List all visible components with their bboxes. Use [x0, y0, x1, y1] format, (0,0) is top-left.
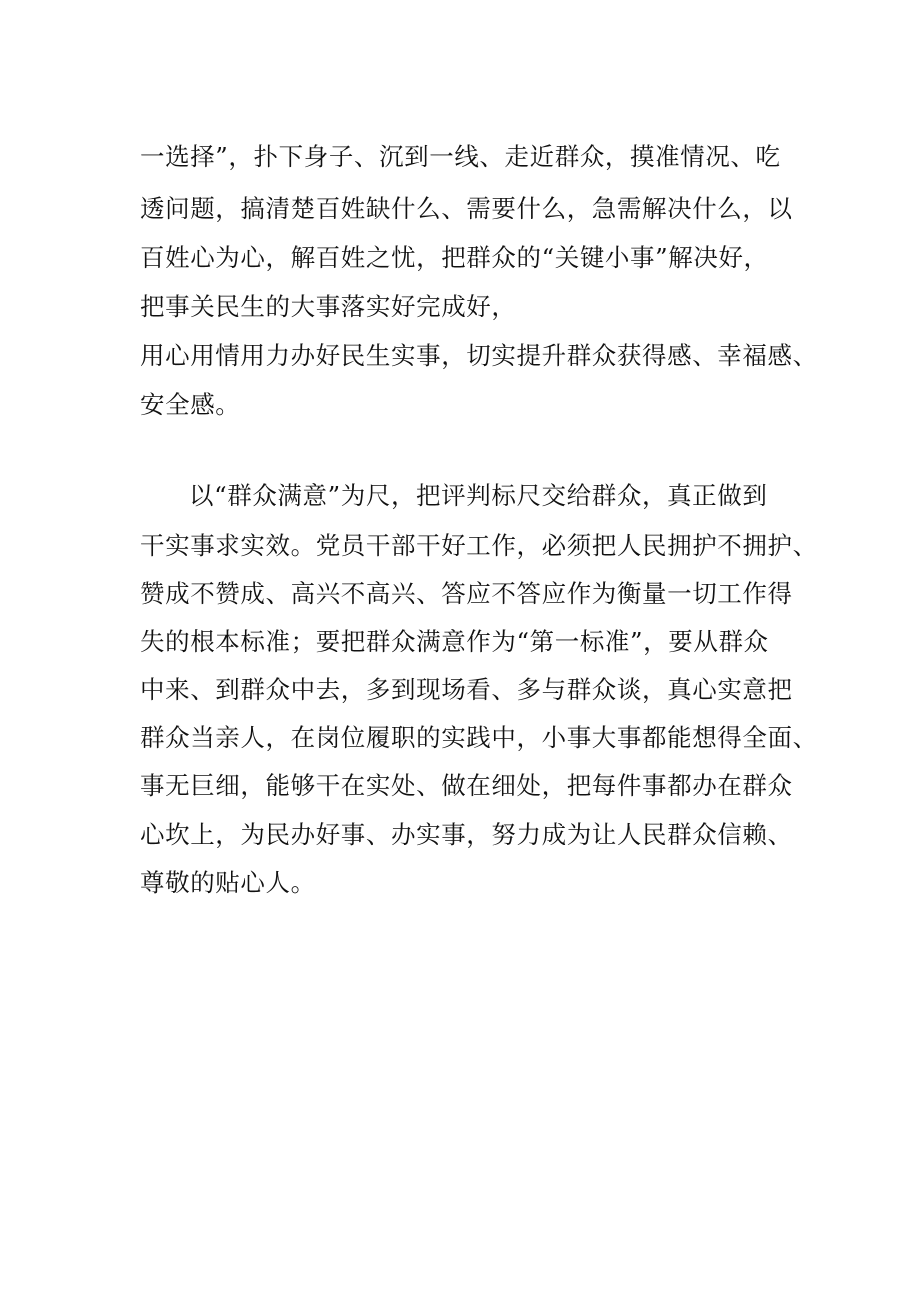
paragraph-line: 用心用情用力办好民生实事，切实提升群众获得感、幸福感、 [140, 341, 818, 370]
paragraph-line: 心坎上，为民办好事、办实事，努力成为让人民群众信赖、 [140, 820, 793, 849]
paragraph-line: 尊敬的贴心人。 [140, 868, 316, 897]
paragraph-line: 以“群众满意”为尺，把评判标尺交给群众，真正做到 [189, 481, 768, 510]
paragraph-line: 安全感。 [140, 390, 241, 419]
paragraph-line: 群众当亲人，在岗位履职的实践中，小事大事都能想得全面、 [140, 723, 818, 752]
paragraph-line: 中来、到群众中去，多到现场看、多与群众谈，真心实意把 [140, 675, 793, 704]
paragraph-line: 透问题，搞清楚百姓缺什么、需要什么，急需解决什么，以 [140, 194, 793, 223]
paragraph-line: 赞成不赞成、高兴不高兴、答应不答应作为衡量一切工作得 [140, 579, 793, 608]
paragraph-line: 把事关民生的大事落实好完成好， [140, 292, 517, 321]
paragraph-line: 失的根本标准；要把群众满意作为“第一标准”，要从群众 [140, 627, 769, 656]
paragraph-line: 一选择”，扑下身子、沉到一线、走近群众，摸准情况、吃 [140, 142, 781, 171]
paragraph-line: 百姓心为心，解百姓之忧，把群众的“关键小事”解决好， [140, 243, 769, 272]
paragraph-line: 干实事求实效。党员干部干好工作，必须把人民拥护不拥护、 [140, 531, 818, 560]
paragraph-line: 事无巨细，能够干在实处、做在细处，把每件事都办在群众 [140, 771, 793, 800]
